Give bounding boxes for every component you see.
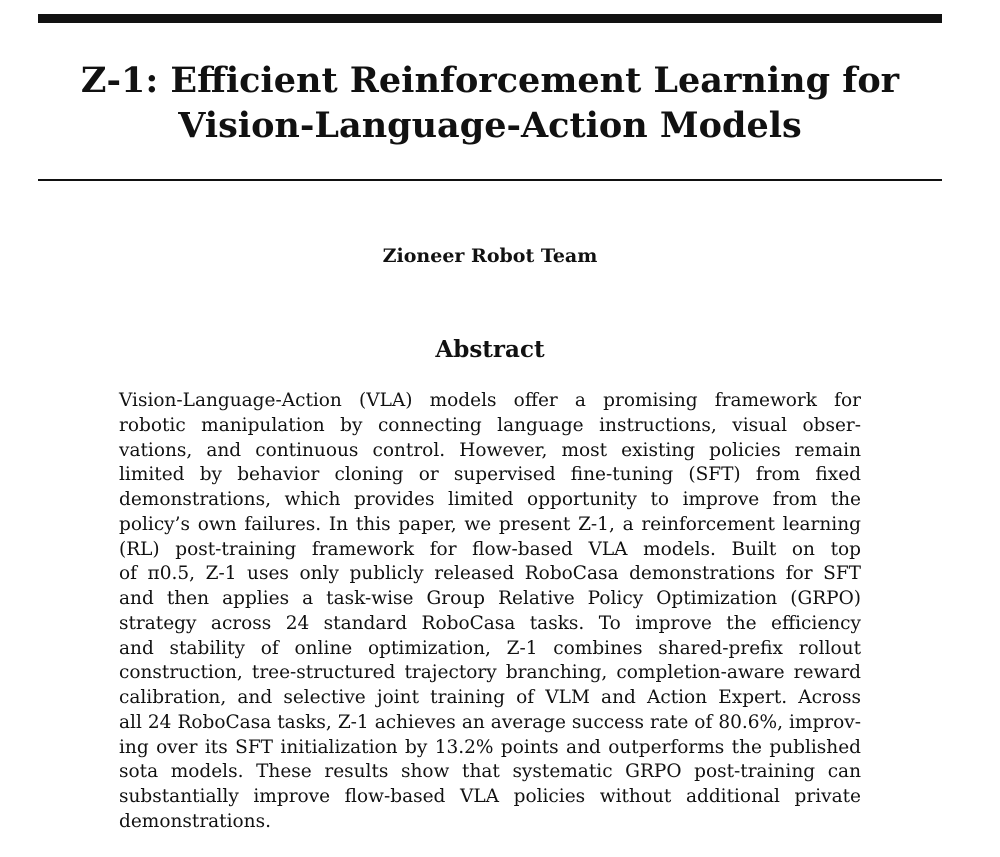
abstract-line: calibration, and selective joint training of VLM and Action Expert. Across — [119, 687, 861, 708]
abstract-line: all 24 RoboCasa tasks, Z-1 achieves an average success rate of 80.6%, improv- — [119, 711, 861, 733]
title-bottom-rule — [38, 179, 942, 181]
abstract-line: limited by behavior cloning or supervised fine-tuning (SFT) from fixed — [119, 464, 861, 486]
author-line: Zioneer Robot Team — [382, 245, 598, 267]
abstract-line: and then applies a task-wise Group Relative Policy Optimization (GRPO) — [119, 588, 861, 609]
abstract-line: demonstrations. — [119, 810, 271, 832]
title-line-1: Z-1: Efficient Reinforcement Learning for — [80, 60, 900, 101]
abstract-heading: Abstract — [435, 336, 545, 363]
abstract-line: of π0.5, Z-1 uses only publicly released RoboCasa demonstrations for SFT — [119, 563, 861, 585]
abstract-line: strategy across 24 standard RoboCasa tasks. To improve the efficiency — [119, 612, 861, 634]
abstract-line: and stability of online optimization, Z-1 combines shared-prefix rollout — [119, 637, 861, 659]
title-line-2: Vision-Language-Action Models — [178, 105, 802, 146]
abstract-line: sota models. These results show that systematic GRPO post-training can — [119, 761, 861, 783]
abstract-line: policy’s own failures. In this paper, we present Z-1, a reinforcement learning — [119, 513, 861, 535]
paper-title — [38, 58, 942, 148]
abstract-line: substantially improve flow-based VLA policies without additional private — [119, 786, 861, 807]
abstract-line: demonstrations, which provides limited opportunity to improve from the — [119, 489, 861, 510]
abstract-line: vations, and continuous control. However, most existing policies remain — [119, 439, 861, 461]
abstract-body — [119, 389, 861, 835]
top-rule — [38, 14, 942, 23]
abstract-line: (RL) post-training framework for flow-based VLA models. Built on top — [119, 538, 861, 560]
abstract-line: Vision-Language-Action (VLA) models offer a promising framework for — [119, 390, 861, 411]
abstract-line: construction, tree-structured trajectory branching, completion-aware reward — [119, 662, 861, 684]
abstract-line: robotic manipulation by connecting language instructions, visual obser- — [119, 414, 861, 436]
abstract-line: ing over its SFT initialization by 13.2% points and outperforms the published — [119, 736, 861, 758]
